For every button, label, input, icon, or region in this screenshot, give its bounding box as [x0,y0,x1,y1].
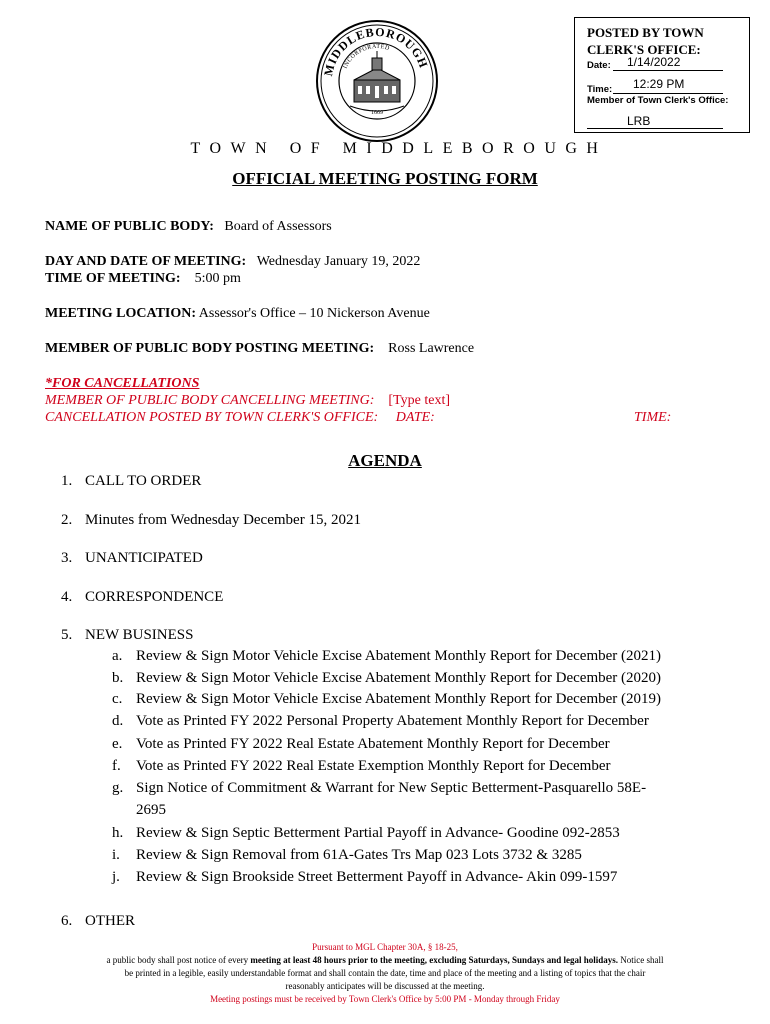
form-title: OFFICIAL MEETING POSTING FORM [232,169,538,188]
meeting-date-label: DAY AND DATE OF MEETING: [45,254,247,269]
agenda-item: 4. CORRESPONDENCE [61,589,224,605]
meeting-date-value: Wednesday January 19, 2022 [256,254,421,269]
stamp-time-value: 12:29 PM [633,77,685,91]
cancellation-date-label: DATE: [395,410,435,425]
meeting-location-label: MEETING LOCATION: [45,306,197,321]
seal-text-top: MIDDLEBOROUGH [321,24,431,78]
stamp-heading: POSTED BY TOWN CLERK'S OFFICE: [587,25,704,57]
new-business-item-continuation: 2695 [136,802,166,818]
stamp-date-label: Date: [587,60,611,71]
new-business-item: g. Sign Notice of Commitment & Warrant for New Septic Betterment-Pasquarello 58E- [112,780,647,796]
stamp-member-label: Member of Town Clerk's Office: [587,95,729,106]
public-body-row [45,219,332,235]
footer-deadline: Meeting postings must be received by Town Clerk's Office by 5:00 PM - Monday through Friday [210,994,560,1004]
stamp-date-underline [613,70,723,71]
meeting-location-row [45,306,430,322]
cancelling-member-label: MEMBER OF PUBLIC BODY CANCELLING MEETING: [45,393,375,408]
town-seal-icon [314,18,440,144]
agenda-item: 2. Minutes from Wednesday December 15, 2021 [61,512,361,528]
new-business-item: j. Review & Sign Brookside Street Betterment Payoff in Advance- Akin 099-1597 [112,869,618,885]
cancellation-posted-label: CANCELLATION POSTED BY TOWN CLERK'S OFFICE: [45,410,379,425]
stamp-time-label: Time: [587,84,613,95]
agenda-item: 3. UNANTICIPATED [61,550,203,566]
agenda-item: 6. OTHER [61,913,135,929]
footer-notice-line: be printed in a legible, easily understandable format and shall contain the date, time and place of the meeting and a listing of topics that the chair [124,968,646,978]
meeting-time-label: TIME OF MEETING: [45,271,181,286]
cancelling-member-value: [Type text] [388,393,450,408]
new-business-item: e. Vote as Printed FY 2022 Real Estate Abatement Monthly Report for December [112,736,610,752]
posting-stamp [574,17,750,133]
new-business-item: b. Review & Sign Motor Vehicle Excise Abatement Monthly Report for December (2020) [112,670,662,686]
public-body-value: Board of Assessors [224,219,332,234]
cancelling-member-row [45,393,450,409]
new-business-item: a. Review & Sign Motor Vehicle Excise Abatement Monthly Report for December (2021) [112,648,662,664]
seal-text-inner: INCORPORATED [342,43,391,70]
stamp-time-underline [613,93,723,94]
footer-law-reference: Pursuant to MGL Chapter 30A, § 18-25, [312,942,458,952]
seal-year: 1669 [371,110,383,116]
new-business-item: h. Review & Sign Septic Betterment Partial Payoff in Advance- Goodine 092-2853 [112,825,620,841]
meeting-date-row [45,254,420,270]
posting-member-label: MEMBER OF PUBLIC BODY POSTING MEETING: [45,341,375,356]
public-body-label: NAME OF PUBLIC BODY: [45,219,214,234]
posting-member-row [45,341,474,357]
stamp-member-underline [587,128,723,129]
stamp-member-value: LRB [627,114,651,128]
new-business-item: f. Vote as Printed FY 2022 Real Estate Exemption Monthly Report for December [112,758,611,774]
meeting-time-value: 5:00 pm [194,271,241,286]
agenda-title: AGENDA [348,451,422,470]
footer-notice-line: a public body shall post notice of every meeting at least 48 hours prior to the meeting, excluding Saturdays, Sundays and legal holidays. Notice shall [106,955,664,965]
cancellations-heading: *FOR CANCELLATIONS [45,376,200,391]
meeting-location-value: Assessor's Office – 10 Nickerson Avenue [198,306,430,321]
cancellation-posted-row [45,410,435,426]
stamp-date-value: 1/14/2022 [627,55,681,69]
town-name: TOWN OF MIDDLEBOROUGH [190,140,608,157]
new-business-item: c. Review & Sign Motor Vehicle Excise Abatement Monthly Report for December (2019) [112,691,662,707]
cancellation-time-label: TIME: [634,410,672,425]
new-business-item: d. Vote as Printed FY 2022 Personal Property Abatement Monthly Report for December [112,713,649,729]
new-business-item: i. Review & Sign Removal from 61A-Gates Trs Map 023 Lots 3732 & 3285 [112,847,582,863]
agenda-item: 5. NEW BUSINESS [61,627,194,643]
footer-notice-line: reasonably anticipates will be discussed at the meeting. [285,981,485,991]
posting-member-value: Ross Lawrence [388,341,475,356]
meeting-time-row [45,271,241,287]
agenda-item: 1. CALL TO ORDER [61,473,202,489]
